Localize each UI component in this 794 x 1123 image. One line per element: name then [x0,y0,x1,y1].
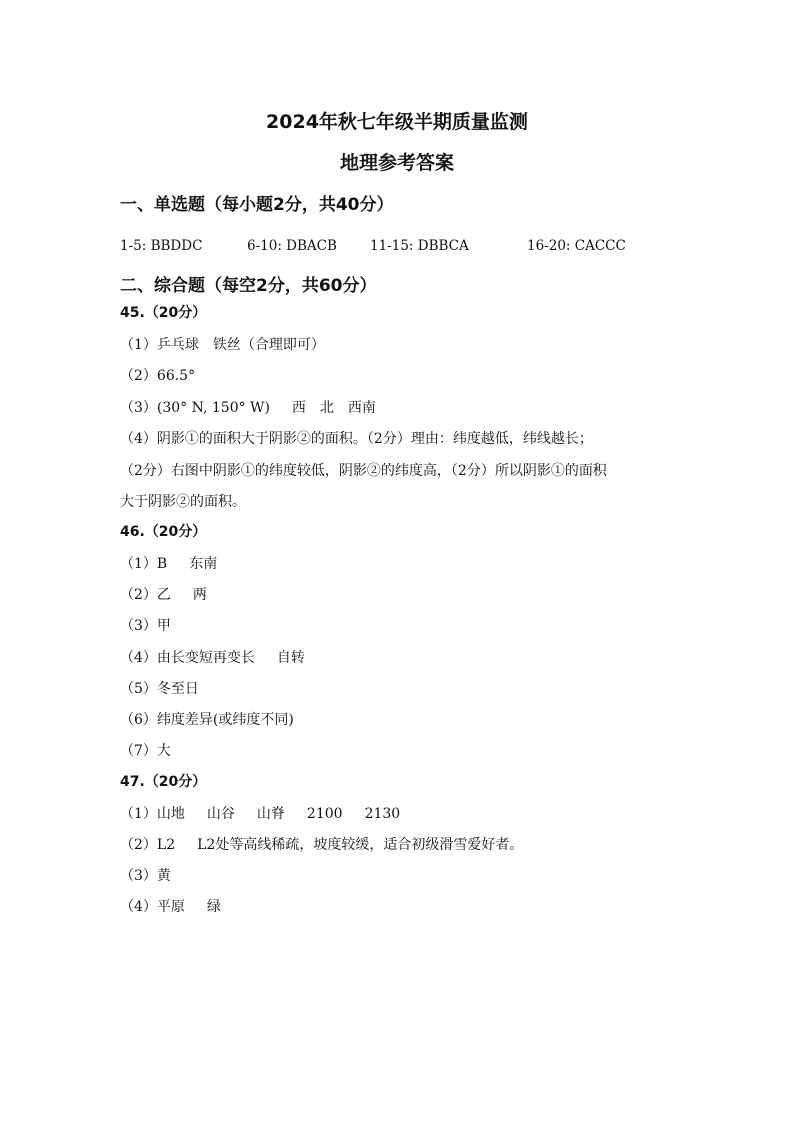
answer-text: （1）乒乓球 [120,337,199,353]
q46-answer-1 [120,553,217,573]
answer-text: 2100 [306,806,343,822]
page-subtitle: 地理参考答案 [339,152,454,174]
answer-text: 铁丝（合理即可） [212,337,325,353]
q46-answer-6: （6）纬度差异(或纬度不同) [120,712,294,728]
answer-text: （3）(30° N, 150° W) [120,400,270,416]
mc-answer-group: 16-20: CACCC [527,238,626,254]
answer-text: 北 [319,400,334,416]
section-heading-comprehensive: 二、综合题（每空2分，共60分） [120,276,377,296]
q46-answer-5: （5）冬至日 [120,681,199,697]
answer-text: 两 [192,587,207,603]
answer-text: 2130 [364,806,401,822]
q46-answer-3: （3）甲 [120,618,171,634]
answer-text: 西 [291,400,306,416]
question-46-heading: 46.（20分） [120,524,207,540]
q47-answer-2 [120,834,523,854]
answer-text: （2）L2 [120,837,176,853]
section-heading-single-choice: 一、单选题（每小题2分，共40分） [120,195,394,215]
question-45-heading: 45.（20分） [120,305,207,321]
answer-text: 绿 [206,899,221,915]
q45-answer-4-cont: （2分）右图中阴影①的纬度较低，阴影②的纬度高，（2分）所以阴影①的面积 [120,463,607,479]
q47-answer-3: （3）黄 [120,868,171,884]
page-title: 2024年秋七年级半期质量监测 [266,111,528,133]
q45-answer-2: （2）66.5° [120,368,196,384]
q47-answer-1 [120,803,400,823]
answer-text: （2）乙 [120,587,171,603]
q46-answer-2 [120,584,207,604]
q47-answer-4 [120,896,221,916]
answer-text: 东南 [189,556,218,572]
answer-text: 山脊 [256,806,285,822]
mc-answer-group: 6-10: DBACB [247,238,337,254]
q45-answer-4: （4）阴影①的面积大于阴影②的面积。（2分）理由：纬度越低，纬线越长； [120,431,593,447]
q46-answer-4 [120,647,305,667]
answer-text: 西南 [347,400,376,416]
mc-answer-group: 11-15: DBBCA [370,238,469,254]
q45-answer-4-cont: 大于阴影②的面积。 [120,494,246,510]
answer-text: （4）平原 [120,899,185,915]
answer-text: （1）山地 [120,806,185,822]
answer-text: （4）由长变短再变长 [120,650,255,666]
answer-text: 自转 [276,650,305,666]
answer-text: （1）B [120,556,168,572]
q45-answer-1 [120,334,325,354]
question-47-heading: 47.（20分） [120,774,207,790]
answer-text: L2处等高线稀疏，坡度较缓，适合初级滑雪爱好者。 [197,837,524,853]
q46-answer-7: （7）大 [120,743,171,759]
q45-answer-3 [120,397,376,417]
mc-answer-group: 1-5: BBDDC [120,238,203,254]
answer-text: 山谷 [206,806,235,822]
